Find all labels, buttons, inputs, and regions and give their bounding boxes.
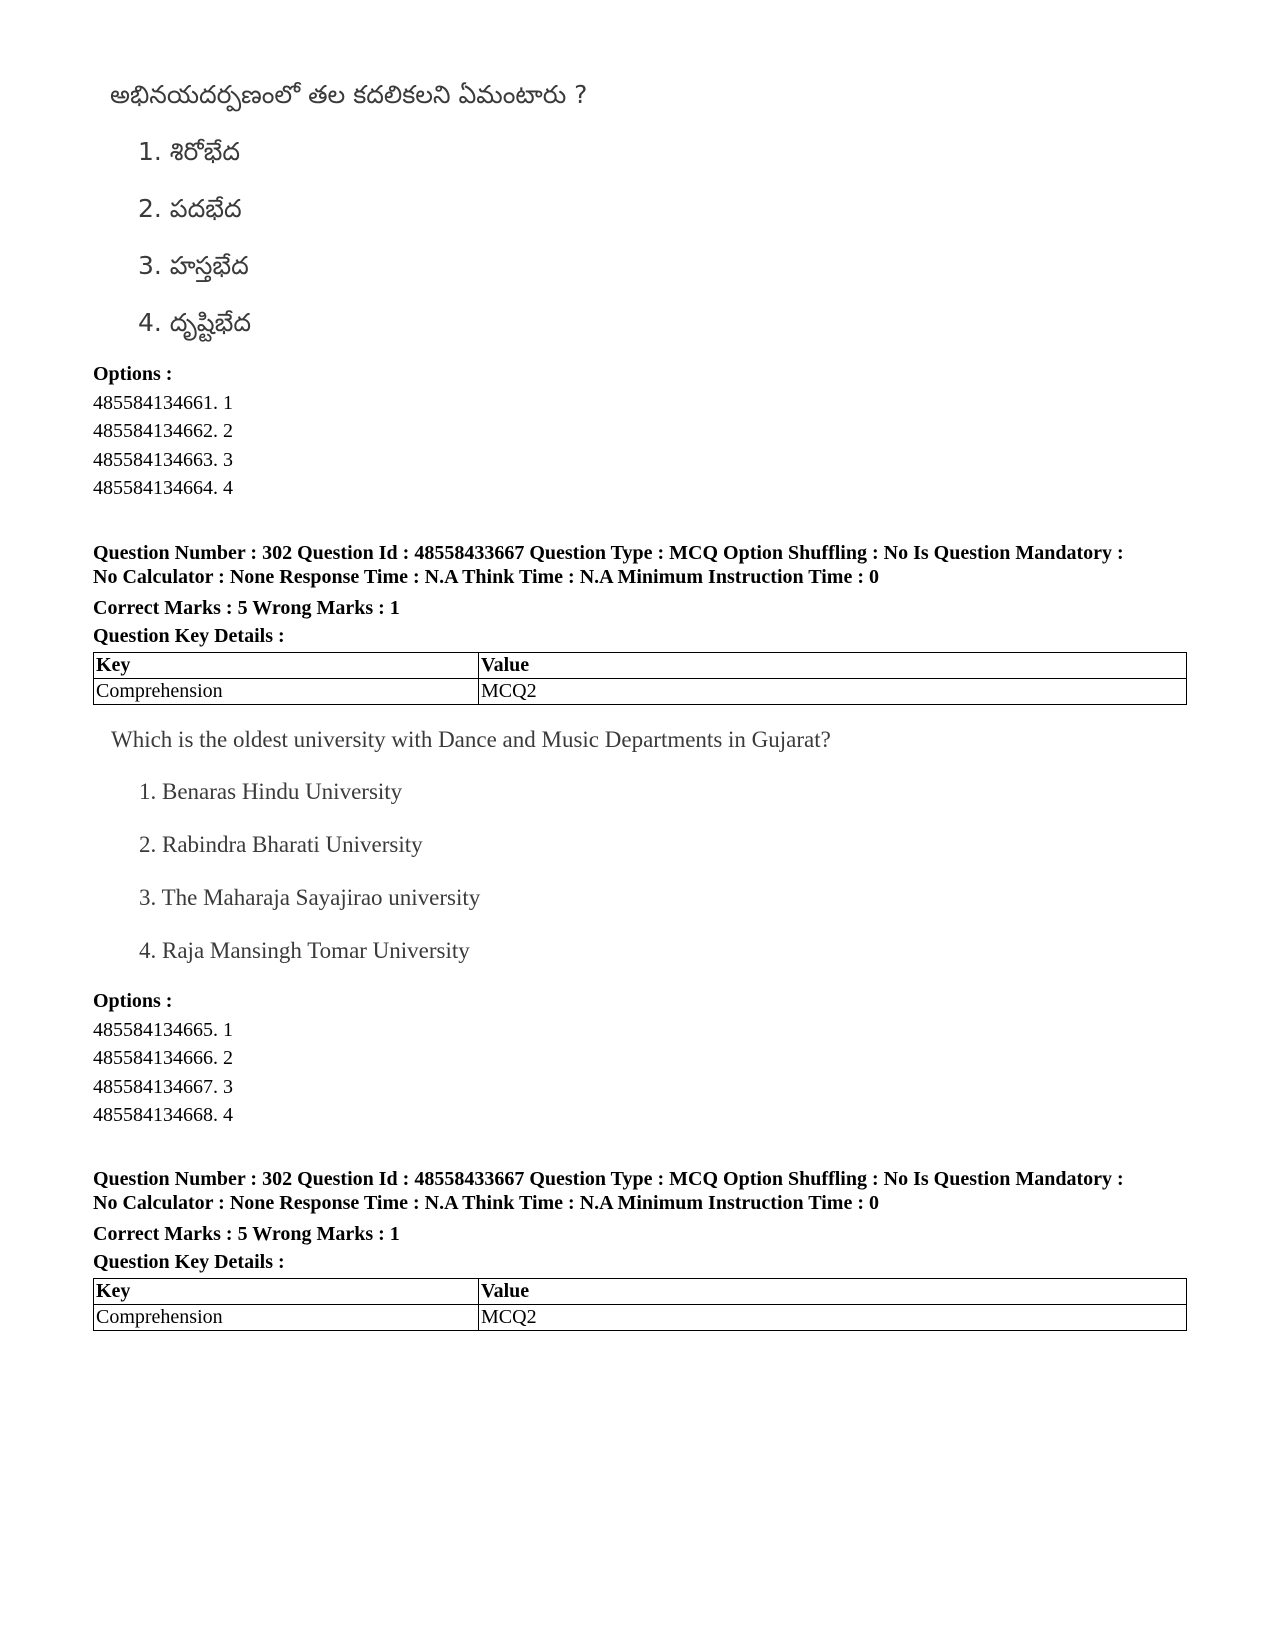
question-1-stem: అభినయదర్పణంలో తల కదలికలని ఏమంటారు ? [110, 80, 588, 109]
table-header-value: Value [479, 1279, 1187, 1305]
option-id-4: 485584134664. 4 [93, 477, 233, 499]
options-block-2 [93, 987, 233, 1130]
table-header-row [94, 1279, 1187, 1305]
table-header-key: Key [94, 1279, 479, 1305]
option-id-7: 485584134667. 3 [93, 1075, 233, 1098]
options-heading: Options : [93, 990, 173, 1012]
meta-line-2: No Calculator : None Response Time : N.A Think Time : N.A Minimum Instruction Time : 0 [93, 1192, 879, 1214]
options-heading: Options : [93, 363, 173, 385]
question-1-option-3: 3. హస్తభేద [138, 251, 249, 280]
table-cell-value: MCQ2 [479, 679, 1187, 705]
question-1-option-4: 4. దృష్టిభేద [138, 308, 251, 337]
question-2-option-1: 1. Benaras Hindu University [139, 779, 403, 804]
marks-line-1: Correct Marks : 5 Wrong Marks : 1 [93, 597, 400, 619]
option-id-6: 485584134666. 2 [93, 1047, 233, 1069]
marks-line-2: Correct Marks : 5 Wrong Marks : 1 [93, 1223, 400, 1245]
option-id-1: 485584134661. 1 [93, 391, 233, 414]
question-meta-2 [93, 1167, 1213, 1215]
meta-line-1: Question Number : 302 Question Id : 48558433667 Question Type : MCQ Option Shuffling : No Is Question Mandatory : [93, 542, 1124, 564]
option-id-2: 485584134662. 2 [93, 420, 233, 442]
table-row [94, 679, 1187, 705]
question-2-stem: Which is the oldest university with Dance and Music Departments in Gujarat? [111, 727, 831, 752]
table-header-row [94, 653, 1187, 679]
key-details-heading-2: Question Key Details : [93, 1251, 285, 1273]
question-2-option-3: 3. The Maharaja Sayajirao university [139, 885, 481, 910]
option-id-3: 485584134663. 3 [93, 448, 233, 471]
table-row [94, 1305, 1187, 1331]
key-details-table-2 [93, 1278, 1187, 1331]
question-2-option-4: 4. Raja Mansingh Tomar University [139, 938, 470, 963]
meta-line-2: No Calculator : None Response Time : N.A Think Time : N.A Minimum Instruction Time : 0 [93, 566, 879, 588]
table-cell-key: Comprehension [94, 1305, 479, 1331]
question-1-option-2: 2. పదభేద [138, 194, 242, 223]
key-details-heading-1: Question Key Details : [93, 625, 285, 647]
table-header-key: Key [94, 653, 479, 679]
key-details-table-1 [93, 652, 1187, 705]
meta-line-1: Question Number : 302 Question Id : 48558433667 Question Type : MCQ Option Shuffling : No Is Question Mandatory : [93, 1168, 1124, 1190]
table-cell-key: Comprehension [94, 679, 479, 705]
table-cell-value: MCQ2 [479, 1305, 1187, 1331]
question-2-option-2: 2. Rabindra Bharati University [139, 832, 423, 857]
option-id-5: 485584134665. 1 [93, 1018, 233, 1041]
question-1-option-1: 1. శిరోభేద [138, 137, 241, 166]
question-meta-1 [93, 541, 1213, 589]
options-block-1 [93, 360, 233, 503]
table-header-value: Value [479, 653, 1187, 679]
option-id-8: 485584134668. 4 [93, 1104, 233, 1126]
